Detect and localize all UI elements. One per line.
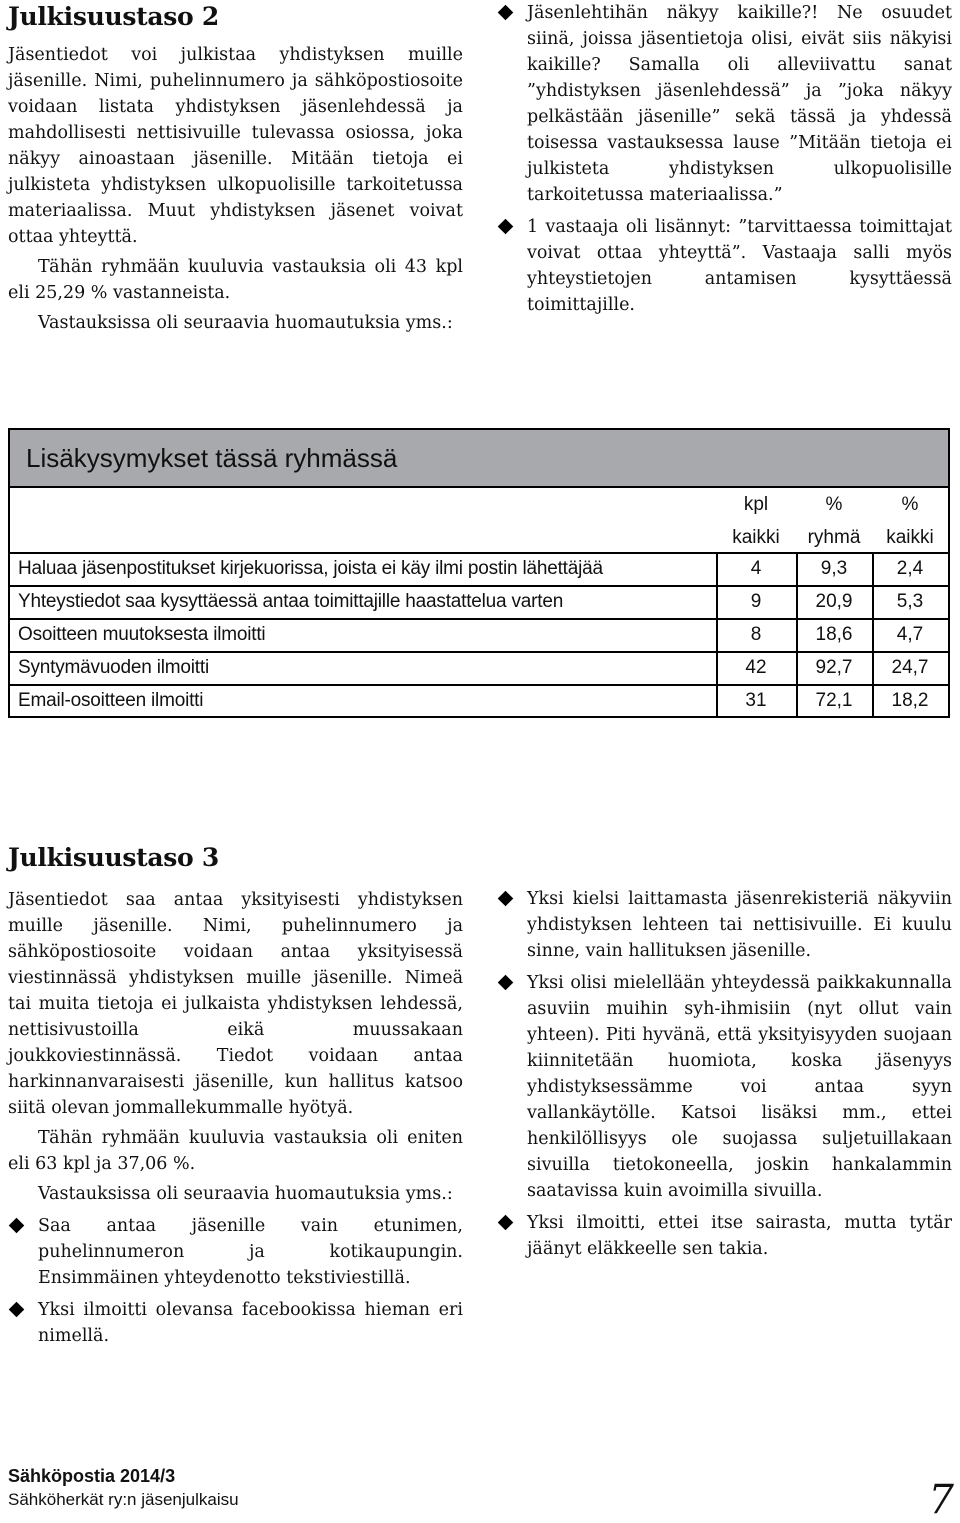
row-label: Yhteystiedot saa kysyttäessä antaa toimittajille haastattelua varten [18,591,564,612]
row-label: Haluaa jäsenpostitukset kirjekuorissa, joista ei käy ilmi postin lähettäjää [18,558,603,579]
list-item [8,1297,463,1349]
bullet-text: Jäsenlehtihän näkyy kaikille?! Ne osuudet siinä, joissa jäsentietoja olisi, eivät siis näkyisi kaikille? Samalla oli alleviivattu sanat ”yhdistyksen jäsenlehdessä” ja ”joka näkyy pelkästään jäsenille” sekä tässä ja yhdessä toisessa vastauksessa lause ”Mitään tietoja ei julkisteta yhdistyksen ulkopuolisille tarkoitetussa materiaalissa.” [527,3,952,205]
table-header-bar [10,430,948,488]
row-label: Osoitteen muutoksesta ilmoitti [18,624,266,645]
section3-paragraph-1: Jäsentiedot saa antaa yksityisesti yhdistyksen muille jäsenille. Nimi, puhelinnumero ja sähköpostiosoite voidaan antaa yksityisessä viestinnässä yhdistyksen muille jäsenille. Nimeä tai muita tietoja ei julkaista yhdistyksen lehdessä, nettisivustoilla eikä muussakaan joukkoviestinnässä. Tiedot voidaan antaa harkinnanvaraisesti jäsenille, kun hallitus katsoo siitä olevan jommallekummalle hyötyä. [8,890,463,1118]
cell-ryhma-percent: 72,1 [815,690,853,711]
list-item [497,214,952,318]
section2-paragraph-1: Jäsentiedot voi julkistaa yhdistyksen muille jäsenille. Nimi, puhelinnumero ja sähköpostiosoite voidaan listata yhdistyksen jäsenlehdessä ja mahdollisesti nettisivuille tulevassa osiossa, joka näkyy ainoastaan jäsenille. Mitään tietoja ei julkisteta yhdistyksen ulkopuolisille tarkoitetussa materiaalissa. Muut yhdistyksen jäsenet voivat ottaa yhteyttä. [8,45,463,247]
column-header: kaikki [732,527,780,548]
cell-kpl: 9 [750,591,762,612]
list-item [497,1210,952,1262]
row-label: Email-osoitteen ilmoitti [18,690,204,711]
cell-ryhma-percent: 20,9 [815,591,853,612]
section2-right-column [497,0,952,324]
column-header: % [901,494,919,515]
list-item [8,1213,463,1291]
diamond-bullet-icon [498,891,514,907]
table-row [10,651,948,684]
cell-kaikki-percent: 5,3 [896,591,924,612]
cell-ryhma-percent: 92,7 [815,657,853,678]
table-divider-line [716,552,718,718]
bullet-text: Yksi ilmoitti, ettei itse sairasta, mutta tytär jäänyt eläkkeelle sen takia. [527,1213,952,1259]
cell-kpl: 31 [745,690,767,711]
diamond-bullet-icon [9,1218,25,1234]
column-header: ryhmä [807,527,861,548]
column-header: kaikki [886,527,934,548]
column-header: % [825,494,843,515]
table-row [10,618,948,651]
list-item [497,0,952,208]
page-number: 7 [928,1477,954,1523]
publication-subtitle: Sähköherkät ry:n jäsenjulkaisu [8,1490,239,1509]
section3-paragraph-3: Vastauksissa oli seuraavia huomautuksia yms.: [38,1184,453,1204]
bullet-text: Yksi kielsi laittamasta jäsenrekisteriä näkyviin yhdistyksen lehteen tai nettisivuille. Ei kuulu sinne, vain hallituksen jäsenille. [527,889,952,961]
table-column-header-row-1 [10,490,948,522]
cell-kpl: 42 [745,657,767,678]
section3-right-column [497,886,952,1268]
publication-issue: Sähköpostia 2014/3 [8,1466,176,1486]
diamond-bullet-icon [498,219,514,235]
bullet-text: Yksi ilmoitti olevansa facebookissa hieman eri nimellä. [38,1300,463,1346]
bullet-text: Yksi olisi mielellään yhteydessä paikkakunnalla asuviin muihin syh-ihmisiin (nyt ollut vain yhteen). Piti hyvänä, että yksityisyyden suojaan kiinnitetään huomiota, koska jäsenyys yhdistyksessämme voi antaa syyn vallankäytölle. Katsoi lisäksi mm., ettei henkilöllisyys ole suojassa suljetuillakaan sivuilla tietokoneella, joskin hankalammin saatavissa kuin avoimilla sivuilla. [527,973,952,1201]
section3-left-column [8,843,463,1355]
table-column-header-row-2 [10,523,948,555]
section3-title: Julkisuustaso 3 [8,843,219,872]
page-footer [8,1464,239,1512]
cell-kaikki-percent: 2,4 [896,558,924,579]
table-title: Lisäkysymykset tässä ryhmässä [26,443,398,473]
bullet-text: Saa antaa jäsenille vain etunimen, puhelinnumeron ja kotikaupungin. Ensimmäinen yhteydenotto tekstiviestillä. [38,1216,463,1288]
section3-paragraph-2: Tähän ryhmään kuuluvia vastauksia oli eniten eli 63 kpl ja 37,06 %. [8,1128,463,1174]
section3-right-bullet-list [497,886,952,1262]
table-row [10,684,948,717]
cell-kaikki-percent: 18,2 [891,690,929,711]
row-label: Syntymävuoden ilmoitti [18,657,209,678]
diamond-bullet-icon [9,1302,25,1318]
section2-paragraph-2: Tähän ryhmään kuuluvia vastauksia oli 43 kpl eli 25,29 % vastanneista. [8,257,463,303]
table-row [10,552,948,585]
cell-ryhma-percent: 18,6 [815,624,853,645]
cell-ryhma-percent: 9,3 [820,558,848,579]
section3-left-bullet-list [8,1213,463,1349]
table-row [10,585,948,618]
list-item [497,970,952,1204]
cell-kpl: 8 [750,624,762,645]
diamond-bullet-icon [498,5,514,21]
section2-title: Julkisuustaso 2 [8,2,219,31]
section2-paragraph-3: Vastauksissa oli seuraavia huomautuksia yms.: [38,313,453,333]
bullet-text: 1 vastaaja oli lisännyt: ”tarvittaessa toimittajat voivat ottaa yhteyttä”. Vastaaja salli myös yhteystietojen antamisen kysyttäessä toimittajille. [527,217,952,315]
additional-questions-table [8,428,950,718]
table-divider-line [796,552,798,718]
cell-kaikki-percent: 4,7 [896,624,924,645]
section2-bullet-list [497,0,952,318]
list-item [497,886,952,964]
cell-kpl: 4 [750,558,762,579]
column-header: kpl [743,494,769,515]
diamond-bullet-icon [498,975,514,991]
diamond-bullet-icon [498,1215,514,1231]
cell-kaikki-percent: 24,7 [891,657,929,678]
section2-left-column [8,2,463,336]
table-divider-line [872,552,874,718]
